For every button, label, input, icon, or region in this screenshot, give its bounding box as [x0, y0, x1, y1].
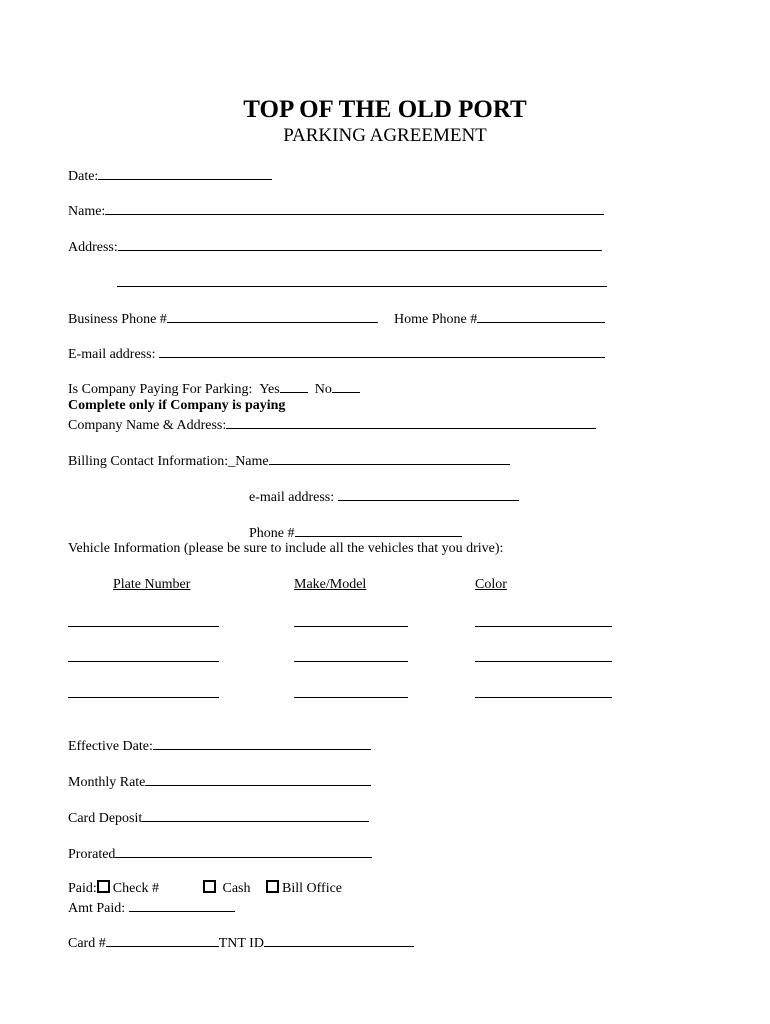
vehicle-row-2-make[interactable]: [294, 661, 408, 662]
bill-office-checkbox[interactable]: [266, 880, 279, 893]
amt-paid-blank[interactable]: [129, 898, 235, 912]
company-name-address-label: Company Name & Address:: [68, 418, 227, 433]
address-line-2[interactable]: [117, 286, 607, 287]
company-question-label: Is Company Paying For Parking:: [68, 382, 253, 397]
billing-name-field: [68, 451, 510, 471]
name-field: [68, 201, 604, 221]
address-label: Address:: [68, 240, 118, 255]
cash-option: [203, 880, 251, 898]
vehicle-row-3-make[interactable]: [294, 697, 408, 698]
effective-date-label: Effective Date:: [68, 739, 153, 754]
card-deposit-field: [68, 808, 369, 828]
card-deposit-label: Card Deposit: [68, 811, 143, 826]
no-label: No: [314, 382, 332, 397]
billing-phone-label: Phone #: [249, 526, 295, 541]
email-field: [68, 344, 605, 364]
vehicle-row-2-color[interactable]: [475, 661, 612, 662]
monthly-rate-blank[interactable]: [145, 772, 371, 786]
vehicle-row-3-plate[interactable]: [68, 697, 219, 698]
prorated-field: [68, 844, 372, 864]
home-phone-field: [394, 309, 605, 329]
tnt-id-blank[interactable]: [264, 933, 414, 947]
paid-row: [68, 880, 159, 898]
check-checkbox[interactable]: [97, 880, 110, 893]
name-label: Name:: [68, 204, 106, 219]
email-blank[interactable]: [159, 344, 605, 358]
cash-checkbox[interactable]: [203, 880, 216, 893]
home-phone-blank[interactable]: [477, 309, 605, 323]
document-title: TOP OF THE OLD PORT: [243, 96, 527, 123]
yes-blank[interactable]: [280, 379, 308, 393]
card-tnt-row: [68, 933, 414, 953]
vehicle-row-3-color[interactable]: [475, 697, 612, 698]
date-field: [68, 166, 272, 186]
billing-email-label: e-mail address:: [249, 490, 335, 505]
bill-office-option: [266, 880, 342, 898]
amt-paid-label: Amt Paid:: [68, 901, 126, 916]
yes-label: Yes: [259, 382, 280, 397]
billing-phone-blank[interactable]: [295, 523, 462, 537]
billing-email-blank[interactable]: [338, 487, 519, 501]
vehicle-intro: Vehicle Information (please be sure to include all the vehicles that you drive):: [68, 541, 504, 556]
vehicle-row-2-plate[interactable]: [68, 661, 219, 662]
prorated-label: Prorated: [68, 847, 116, 862]
vehicle-row-1-color[interactable]: [475, 626, 612, 627]
col-plate-number: Plate Number: [113, 577, 191, 592]
address-blank[interactable]: [118, 237, 602, 251]
check-label: Check #: [112, 881, 160, 896]
date-label: Date:: [68, 169, 99, 184]
name-blank[interactable]: [105, 201, 604, 215]
no-blank[interactable]: [332, 379, 360, 393]
amt-paid-field: [68, 898, 235, 918]
email-label: E-mail address:: [68, 347, 156, 362]
card-label: Card #: [68, 936, 106, 951]
billing-email-field: [249, 487, 519, 507]
vehicle-row-1-plate[interactable]: [68, 626, 219, 627]
company-paying-question: [68, 379, 360, 399]
prorated-blank[interactable]: [115, 844, 372, 858]
cash-label: Cash: [222, 881, 251, 896]
monthly-rate-field: [68, 772, 371, 792]
effective-date-field: [68, 736, 371, 756]
monthly-rate-label: Monthly Rate: [68, 775, 146, 790]
business-phone-field: [68, 309, 378, 329]
vehicle-row-1-make[interactable]: [294, 626, 408, 627]
company-name-address-field: [68, 415, 596, 435]
billing-name-blank[interactable]: [269, 451, 510, 465]
company-name-address-blank[interactable]: [226, 415, 596, 429]
date-blank[interactable]: [98, 166, 272, 180]
company-note: Complete only if Company is paying: [68, 398, 286, 413]
card-blank[interactable]: [106, 933, 219, 947]
billing-label: Billing Contact Information:_Name: [68, 454, 269, 469]
effective-date-blank[interactable]: [153, 736, 371, 750]
col-color: Color: [475, 577, 507, 592]
tnt-id-label: TNT ID: [218, 936, 264, 951]
paid-label: Paid:: [68, 881, 97, 896]
business-phone-blank[interactable]: [167, 309, 378, 323]
address-field: [68, 237, 602, 257]
col-make-model: Make/Model: [294, 577, 367, 592]
home-phone-label: Home Phone #: [394, 312, 478, 327]
bill-office-label: Bill Office: [282, 881, 343, 896]
business-phone-label: Business Phone #: [68, 312, 167, 327]
document-subtitle: PARKING AGREEMENT: [283, 125, 487, 146]
card-deposit-blank[interactable]: [142, 808, 369, 822]
